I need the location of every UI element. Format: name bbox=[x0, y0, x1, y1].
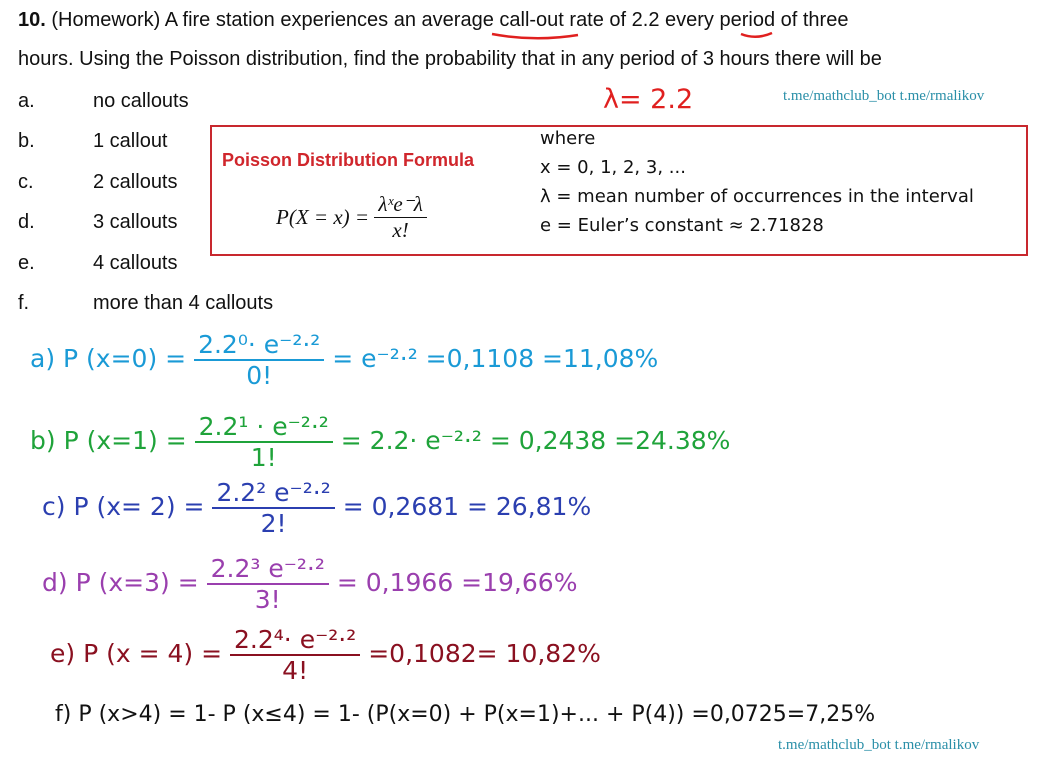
formula-lhs: P(X = x) = bbox=[276, 205, 370, 229]
item-text-e: 4 callouts bbox=[93, 252, 178, 274]
solution-d-label: d) bbox=[42, 568, 68, 597]
solution-d-result: = 0,1966 =19,66% bbox=[336, 568, 578, 597]
formula-lambda-def: λ = mean number of occurrences in the interval bbox=[540, 186, 974, 207]
solution-c-label: c) bbox=[42, 492, 66, 521]
underline-rate bbox=[741, 33, 772, 37]
item-letter-e: e. bbox=[18, 252, 35, 274]
solution-f bbox=[55, 702, 875, 727]
solution-c-numerator: 2.2² e⁻²·² bbox=[212, 478, 334, 509]
solution-e bbox=[50, 625, 601, 685]
solution-e-lhs: P (x = 4) = bbox=[83, 639, 223, 668]
item-text-a: no callouts bbox=[93, 90, 189, 112]
solution-d bbox=[42, 554, 577, 614]
item-letter-c: c. bbox=[18, 171, 34, 193]
problem-text-1: (Homework) A fire station experiences an average call-out rate of 2.2 every period of three bbox=[51, 9, 849, 31]
formula-e-def: e = Euler’s constant ≈ 2.71828 bbox=[540, 215, 824, 236]
formula-fraction bbox=[374, 192, 427, 243]
solution-c bbox=[42, 478, 591, 538]
underline-marks bbox=[0, 20, 1038, 60]
formula-denominator: x! bbox=[392, 218, 409, 242]
solution-b-result: = 2.2· e⁻²·² = 0,2438 =24.38% bbox=[340, 426, 731, 455]
solution-c-result: = 0,2681 = 26,81% bbox=[342, 492, 592, 521]
underline-average bbox=[492, 34, 578, 38]
solution-d-fraction bbox=[207, 554, 329, 614]
problem-line-2: hours. Using the Poisson distribution, find the probability that in any period of 3 hours there will be bbox=[18, 48, 882, 70]
solution-f-label: f) bbox=[55, 702, 72, 727]
item-text-d: 3 callouts bbox=[93, 211, 178, 233]
formula-where: where bbox=[540, 128, 596, 149]
item-text-f: more than 4 callouts bbox=[93, 292, 274, 314]
solution-c-denominator: 2! bbox=[260, 509, 287, 538]
solution-a-lhs: P (x=0) = bbox=[63, 344, 187, 373]
item-letter-d: d. bbox=[18, 211, 35, 233]
solution-e-denominator: 4! bbox=[282, 656, 309, 685]
solution-e-numerator: 2.2⁴· e⁻²·² bbox=[230, 625, 360, 656]
formula-numerator: λˣe⁻λ bbox=[374, 192, 427, 218]
solution-d-numerator: 2.2³ e⁻²·² bbox=[207, 554, 329, 585]
solution-a-denominator: 0! bbox=[246, 361, 273, 390]
solution-c-lhs: P (x= 2) = bbox=[73, 492, 205, 521]
item-letter-a: a. bbox=[18, 90, 35, 112]
solution-a-result: = e⁻²·² =0,1108 =11,08% bbox=[332, 344, 659, 373]
solution-a-fraction bbox=[194, 330, 324, 390]
item-text-c: 2 callouts bbox=[93, 171, 178, 193]
item-text-b: 1 callout bbox=[93, 130, 168, 152]
watermark-top: t.me/mathclub_bot t.me/rmalikov bbox=[783, 88, 985, 104]
solution-b bbox=[30, 412, 730, 472]
solution-a-numerator: 2.2⁰· e⁻²·² bbox=[194, 330, 324, 361]
solution-b-fraction bbox=[195, 412, 333, 472]
solution-a bbox=[30, 330, 658, 390]
problem-number: 10. bbox=[18, 9, 46, 31]
solution-b-numerator: 2.2¹ · e⁻²·² bbox=[195, 412, 333, 443]
solution-e-result: =0,1082= 10,82% bbox=[368, 639, 601, 668]
solution-d-denominator: 3! bbox=[254, 585, 281, 614]
lambda-note: λ= 2.2 bbox=[603, 84, 694, 115]
watermark-bottom: t.me/mathclub_bot t.me/rmalikov bbox=[778, 737, 980, 753]
item-letter-b: b. bbox=[18, 130, 35, 152]
formula-expression bbox=[276, 192, 427, 243]
solution-e-fraction bbox=[230, 625, 360, 685]
solution-e-label: e) bbox=[50, 639, 76, 668]
solution-a-label: a) bbox=[30, 344, 56, 373]
solution-b-lhs: P (x=1) = bbox=[63, 426, 187, 455]
solution-b-denominator: 1! bbox=[250, 443, 277, 472]
solution-b-label: b) bbox=[30, 426, 56, 455]
formula-x-def: x = 0, 1, 2, 3, ... bbox=[540, 157, 686, 178]
solution-c-fraction bbox=[212, 478, 334, 538]
item-letter-f: f. bbox=[18, 292, 30, 314]
solution-d-lhs: P (x=3) = bbox=[75, 568, 199, 597]
formula-title: Poisson Distribution Formula bbox=[222, 150, 475, 170]
solution-f-expression: P (x>4) = 1- P (x≤4) = 1- (P(x=0) + P(x=1)+... + P(4)) =0,0725=7,25% bbox=[78, 702, 876, 727]
